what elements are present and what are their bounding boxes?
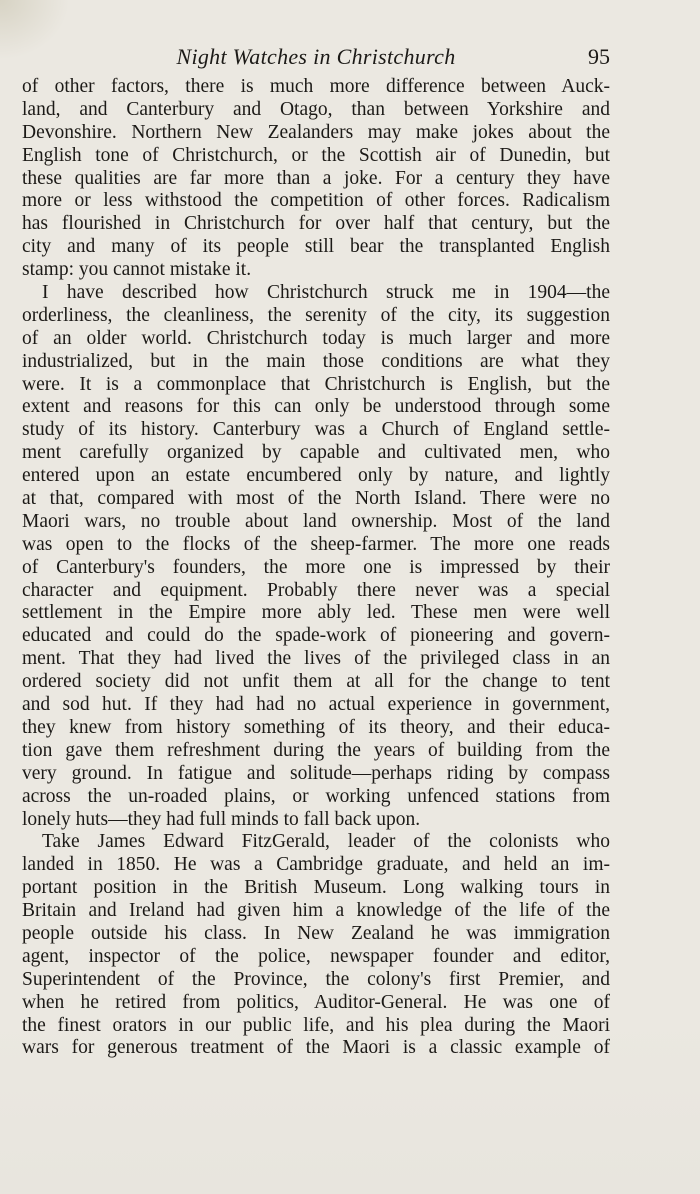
text-line: educated and could do the spade-work of pioneering and govern- [22, 625, 610, 647]
text-line: Superintendent of the Province, the colony's first Premier, and [22, 968, 610, 990]
text-line: when he retired from politics, Auditor-General. He was one of [22, 991, 610, 1013]
text-line: was open to the flocks of the sheep-farmer. The more one reads [22, 533, 610, 555]
text-line: very ground. In fatigue and solitude—perhaps riding by compass [22, 762, 610, 784]
text-line: Take James Edward FitzGerald, leader of the colonists who [42, 831, 610, 853]
text-line: ordered society did not unfit them at all for the change to tent [22, 671, 610, 693]
text-line: I have described how Christchurch struck me in 1904—the [42, 282, 610, 304]
text-line: character and equipment. Probably there never was a special [22, 579, 610, 601]
text-line: tion gave them refreshment during the years of building from the [22, 739, 610, 761]
text-line: of Canterbury's founders, the more one is impressed by their [22, 556, 610, 578]
text-line: stamp: you cannot mistake it. [22, 259, 252, 281]
text-line: these qualities are far more than a joke. For a century they have [22, 167, 610, 189]
text-line: were. It is a commonplace that Christchurch is English, but the [22, 373, 610, 395]
text-line: land, and Canterbury and Otago, than between Yorkshire and [22, 98, 610, 120]
text-line: more or less withstood the competition of other forces. Radicalism [22, 190, 610, 212]
text-line: entered upon an estate encumbered only by nature, and lightly [22, 465, 610, 487]
text-line: of an older world. Christchurch today is much larger and more [22, 327, 610, 349]
running-title: Night Watches in Christchurch [176, 44, 456, 69]
text-line: wars for generous treatment of the Maori is a classic example of [22, 1037, 610, 1059]
text-line: ment. That they had lived the lives of the privileged class in an [22, 648, 610, 670]
text-line: Britain and Ireland had given him a knowledge of the life of the [22, 900, 610, 922]
text-line: landed in 1850. He was a Cambridge graduate, and held an im- [22, 854, 610, 876]
paragraph [22, 76, 610, 282]
text-line: Devonshire. Northern New Zealanders may make jokes about the [22, 121, 610, 143]
text-line: across the un-roaded plains, or working unfenced stations from [22, 785, 610, 807]
text-line: and sod hut. If they had had no actual experience in government, [22, 694, 610, 716]
text-line: has flourished in Christchurch for over half that century, but the [22, 213, 610, 235]
text-line: of other factors, there is much more difference between Auck- [22, 76, 610, 97]
text-line: English tone of Christchurch, or the Scottish air of Dunedin, but [22, 144, 610, 166]
text-line: city and many of its people still bear the transplanted English [22, 236, 610, 258]
text-line: at that, compared with most of the North Island. There were no [22, 488, 610, 510]
running-header [22, 44, 610, 74]
text-line: settlement in the Empire more ably led. These men were well [22, 602, 610, 624]
text-line: orderliness, the cleanliness, the serenity of the city, its suggestion [22, 304, 610, 326]
text-line: they knew from history something of its theory, and their educa- [22, 716, 610, 738]
text-line: lonely huts—they had full minds to fall back upon. [22, 808, 421, 830]
text-line: the finest orators in our public life, and his plea during the Maori [22, 1014, 610, 1036]
text-line: Maori wars, no trouble about land ownership. Most of the land [22, 510, 610, 532]
text-line: study of its history. Canterbury was a Church of England settle- [22, 419, 610, 441]
text-line: extent and reasons for this can only be understood through some [22, 396, 610, 418]
text-line: industrialized, but in the main those conditions are what they [22, 350, 610, 372]
text-line: ment carefully organized by capable and cultivated men, who [22, 442, 610, 464]
text-line: people outside his class. In New Zealand he was immigration [22, 922, 610, 944]
page-number: 95 [588, 44, 610, 69]
text-line: portant position in the British Museum. Long walking tours in [22, 877, 610, 899]
paragraph [22, 282, 610, 831]
body-text [22, 76, 610, 1060]
paragraph [22, 831, 610, 1060]
text-line: agent, inspector of the police, newspaper founder and editor, [22, 945, 610, 967]
